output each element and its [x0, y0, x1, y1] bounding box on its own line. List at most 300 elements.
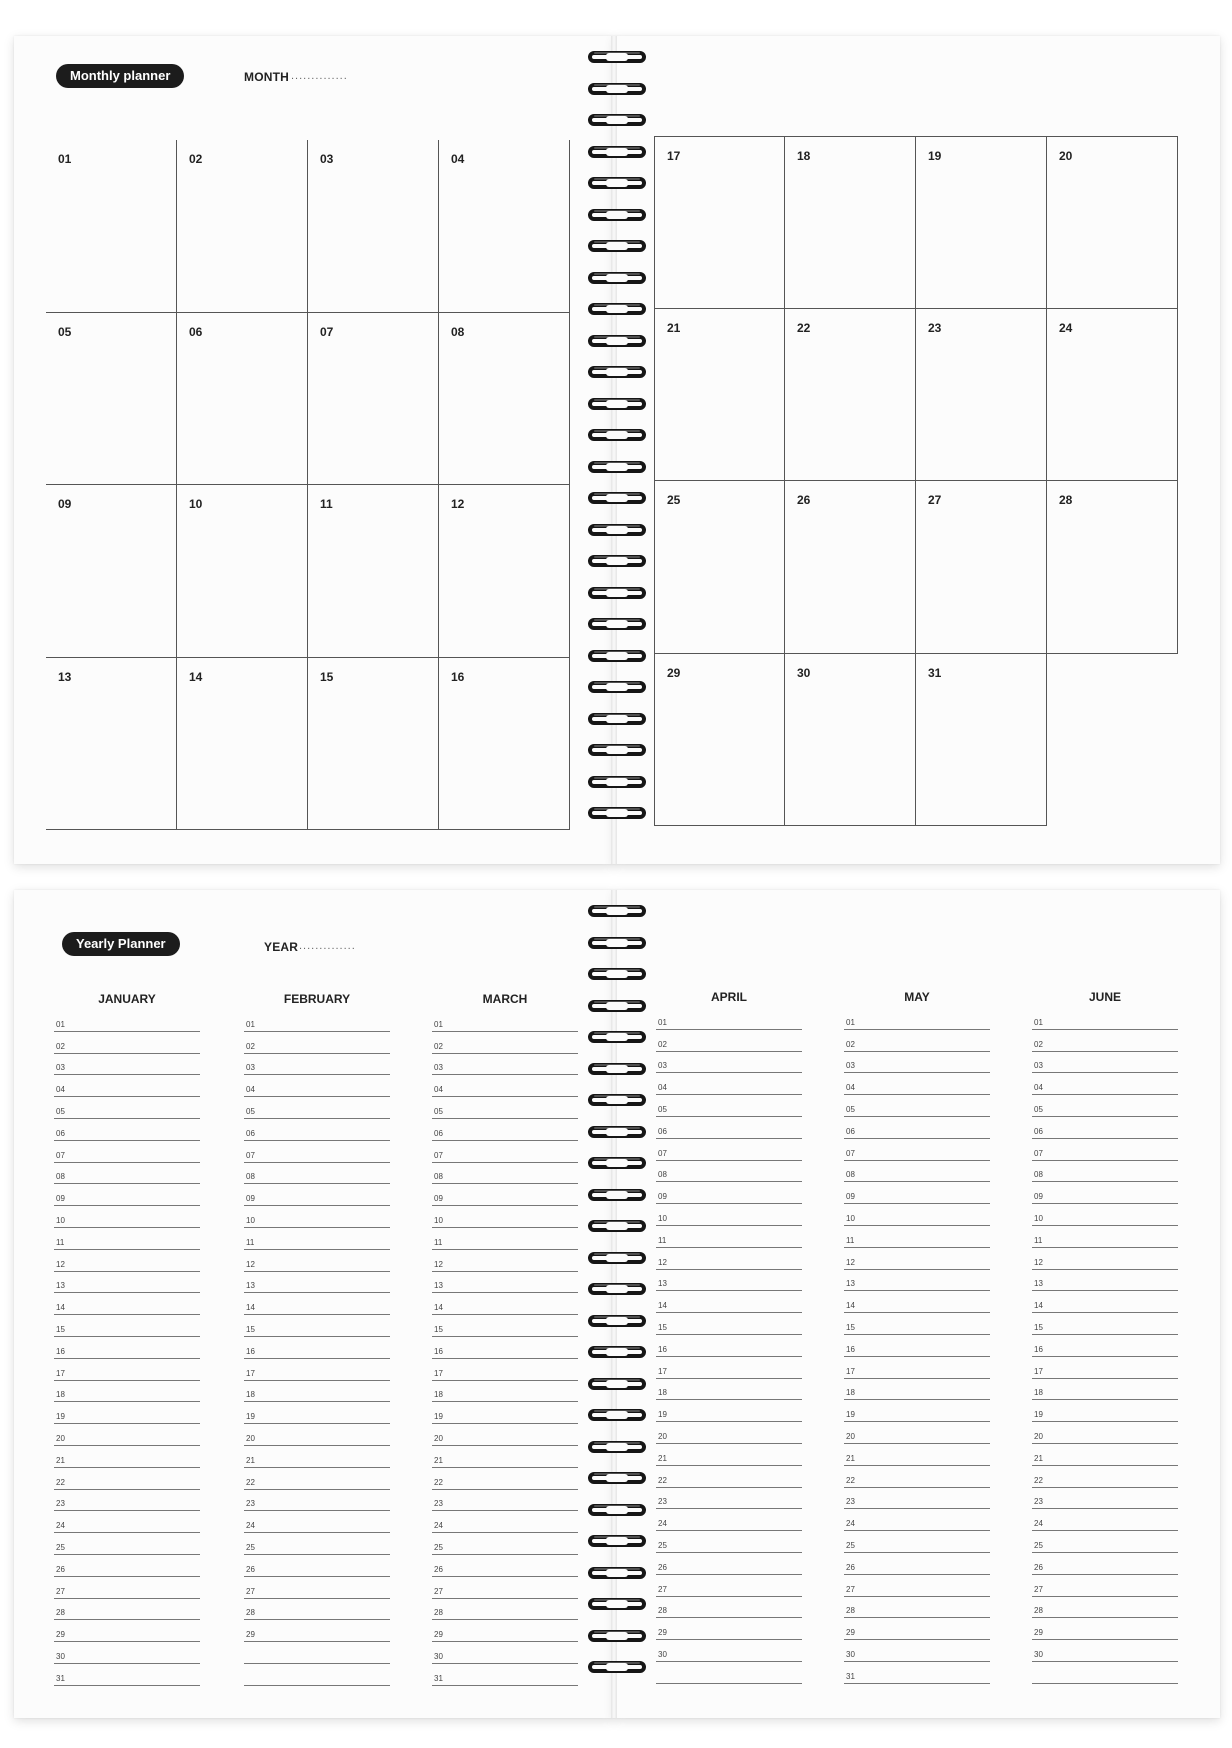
day-line[interactable]	[432, 1119, 578, 1141]
spiral-coil	[584, 1186, 650, 1204]
day-line[interactable]	[656, 1597, 802, 1619]
day-line[interactable]	[244, 1206, 390, 1228]
day-line-number: 30	[846, 1649, 855, 1659]
day-line-number: 19	[658, 1410, 667, 1420]
day-line[interactable]	[54, 1097, 200, 1119]
day-line[interactable]	[656, 1357, 802, 1379]
day-line[interactable]	[656, 1313, 802, 1335]
day-line[interactable]	[1032, 1139, 1178, 1161]
day-line[interactable]	[244, 1337, 390, 1359]
day-line[interactable]	[244, 1620, 390, 1642]
day-line-number: 12	[658, 1257, 667, 1267]
month-column-april	[656, 990, 802, 1710]
spiral-coil	[584, 741, 650, 759]
day-cell[interactable]	[177, 140, 308, 313]
spiral-coil	[584, 1343, 650, 1361]
day-line[interactable]	[844, 1052, 990, 1074]
day-cell[interactable]	[1047, 136, 1178, 309]
day-line[interactable]	[432, 1599, 578, 1621]
day-line[interactable]	[844, 1182, 990, 1204]
day-line[interactable]	[656, 1052, 802, 1074]
day-line[interactable]	[54, 1468, 200, 1490]
day-line[interactable]	[844, 1357, 990, 1379]
day-line[interactable]	[432, 1337, 578, 1359]
day-line[interactable]	[656, 1270, 802, 1292]
day-line[interactable]	[54, 1272, 200, 1294]
day-cell[interactable]	[916, 481, 1047, 654]
day-line-number: 17	[1034, 1366, 1043, 1376]
day-line[interactable]	[244, 1228, 390, 1250]
day-line[interactable]	[844, 1379, 990, 1401]
day-cell[interactable]	[177, 658, 308, 831]
day-line[interactable]	[844, 1575, 990, 1597]
day-line-number: 09	[1034, 1192, 1043, 1202]
day-line[interactable]	[432, 1468, 578, 1490]
day-line[interactable]	[244, 1293, 390, 1315]
day-line[interactable]	[844, 1073, 990, 1095]
day-line[interactable]	[244, 1490, 390, 1512]
day-line-number: 18	[658, 1388, 667, 1398]
day-line-number: 11	[434, 1237, 443, 1247]
day-line[interactable]	[244, 1424, 390, 1446]
day-line[interactable]	[54, 1620, 200, 1642]
day-cell[interactable]	[785, 309, 916, 482]
day-cell[interactable]	[46, 658, 177, 831]
day-line[interactable]	[54, 1119, 200, 1141]
day-line[interactable]	[844, 1531, 990, 1553]
day-line-number: 24	[1034, 1519, 1043, 1529]
day-line[interactable]	[432, 1315, 578, 1337]
day-line[interactable]	[54, 1381, 200, 1403]
day-line-number: 27	[434, 1586, 443, 1596]
day-line[interactable]	[656, 1466, 802, 1488]
day-line[interactable]	[432, 1577, 578, 1599]
day-cell[interactable]	[46, 140, 177, 313]
day-line[interactable]	[844, 1444, 990, 1466]
day-number: 06	[189, 324, 203, 339]
day-line[interactable]	[244, 1468, 390, 1490]
day-line-number: 07	[434, 1150, 443, 1160]
day-cell[interactable]	[916, 136, 1047, 309]
day-line[interactable]	[54, 1054, 200, 1076]
day-line[interactable]	[656, 1531, 802, 1553]
day-line[interactable]	[244, 1533, 390, 1555]
day-line-number: 09	[56, 1194, 65, 1204]
day-cell[interactable]	[177, 313, 308, 486]
day-line[interactable]	[244, 1141, 390, 1163]
day-line-number: 01	[658, 1017, 667, 1027]
day-line[interactable]	[1032, 1226, 1178, 1248]
day-line[interactable]	[432, 1424, 578, 1446]
day-line[interactable]	[432, 1141, 578, 1163]
day-line[interactable]	[432, 1402, 578, 1424]
day-line[interactable]	[54, 1228, 200, 1250]
day-number: 08	[451, 324, 465, 339]
day-line[interactable]	[656, 1662, 802, 1684]
day-line[interactable]	[656, 1575, 802, 1597]
spiral-coil	[584, 1312, 650, 1330]
day-line[interactable]	[54, 1075, 200, 1097]
day-line[interactable]	[432, 1511, 578, 1533]
day-line[interactable]	[844, 1640, 990, 1662]
day-line[interactable]	[1032, 1640, 1178, 1662]
day-line[interactable]	[244, 1555, 390, 1577]
day-line[interactable]	[432, 1381, 578, 1403]
day-cell[interactable]	[177, 485, 308, 658]
day-line[interactable]	[244, 1119, 390, 1141]
day-line[interactable]	[656, 1248, 802, 1270]
spiral-coil	[584, 300, 650, 318]
day-line-number: 08	[246, 1172, 255, 1182]
day-line[interactable]	[844, 1226, 990, 1248]
day-line[interactable]	[54, 1533, 200, 1555]
day-line[interactable]	[1032, 1662, 1178, 1684]
day-line[interactable]	[244, 1075, 390, 1097]
day-line[interactable]	[1032, 1030, 1178, 1052]
day-line[interactable]	[1032, 1553, 1178, 1575]
day-line[interactable]	[656, 1640, 802, 1662]
day-line-number: 12	[56, 1259, 65, 1269]
day-line-number: 08	[1034, 1170, 1043, 1180]
day-line[interactable]	[54, 1315, 200, 1337]
day-line-number: 17	[56, 1368, 65, 1378]
day-line[interactable]	[432, 1184, 578, 1206]
day-line[interactable]	[244, 1054, 390, 1076]
day-line[interactable]	[844, 1313, 990, 1335]
day-line[interactable]	[656, 1095, 802, 1117]
day-line-number: 27	[658, 1584, 667, 1594]
day-line[interactable]	[656, 1030, 802, 1052]
day-line[interactable]	[54, 1163, 200, 1185]
spiral-coil	[584, 1595, 650, 1613]
day-line[interactable]	[54, 1293, 200, 1315]
day-line[interactable]	[54, 1359, 200, 1381]
day-cell[interactable]	[1047, 481, 1178, 654]
day-line[interactable]	[1032, 1073, 1178, 1095]
day-line[interactable]	[54, 1010, 200, 1032]
day-line[interactable]	[244, 1402, 390, 1424]
day-line-number: 13	[658, 1279, 667, 1289]
day-line[interactable]	[432, 1250, 578, 1272]
day-number: 21	[667, 320, 681, 335]
day-line[interactable]	[656, 1226, 802, 1248]
day-line[interactable]	[656, 1182, 802, 1204]
day-line[interactable]	[1032, 1400, 1178, 1422]
day-line[interactable]	[244, 1511, 390, 1533]
day-line[interactable]	[1032, 1313, 1178, 1335]
day-line[interactable]	[844, 1466, 990, 1488]
day-line[interactable]	[54, 1032, 200, 1054]
day-line[interactable]	[844, 1291, 990, 1313]
day-line[interactable]	[432, 1228, 578, 1250]
day-line-number: 26	[246, 1564, 255, 1574]
day-line[interactable]	[432, 1163, 578, 1185]
day-line[interactable]	[54, 1555, 200, 1577]
day-cell[interactable]	[308, 485, 439, 658]
day-line[interactable]	[844, 1618, 990, 1640]
year-field[interactable]: ..............	[299, 940, 356, 952]
day-line[interactable]	[244, 1010, 390, 1032]
day-line[interactable]	[432, 1620, 578, 1642]
day-cell[interactable]	[654, 309, 785, 482]
day-line[interactable]	[244, 1381, 390, 1403]
day-line[interactable]	[656, 1117, 802, 1139]
day-cell[interactable]	[785, 136, 916, 309]
day-line-number: 22	[434, 1477, 443, 1487]
day-line[interactable]	[844, 1422, 990, 1444]
spiral-coil	[584, 1249, 650, 1267]
day-line[interactable]	[1032, 1248, 1178, 1270]
day-line[interactable]	[844, 1662, 990, 1684]
day-line[interactable]	[244, 1577, 390, 1599]
day-line[interactable]	[432, 1533, 578, 1555]
day-line-number: 22	[1034, 1475, 1043, 1485]
day-line[interactable]	[54, 1446, 200, 1468]
day-line[interactable]	[432, 1097, 578, 1119]
day-line-number: 25	[434, 1542, 443, 1552]
day-cell[interactable]	[785, 481, 916, 654]
day-line[interactable]	[656, 1291, 802, 1313]
day-line[interactable]	[54, 1577, 200, 1599]
day-line-number: 11	[658, 1235, 667, 1245]
day-line[interactable]	[1032, 1531, 1178, 1553]
day-line[interactable]	[656, 1422, 802, 1444]
day-line[interactable]	[844, 1553, 990, 1575]
day-line-number: 31	[434, 1673, 443, 1683]
day-cell[interactable]	[439, 313, 570, 486]
spiral-coil	[584, 111, 650, 129]
day-line[interactable]	[656, 1204, 802, 1226]
day-line[interactable]	[1032, 1618, 1178, 1640]
day-line-number: 21	[658, 1453, 667, 1463]
day-number: 18	[797, 149, 811, 163]
day-line[interactable]	[1032, 1509, 1178, 1531]
day-line[interactable]	[656, 1618, 802, 1640]
day-line[interactable]	[656, 1335, 802, 1357]
day-line[interactable]	[844, 1030, 990, 1052]
day-line-number: 18	[246, 1390, 255, 1400]
spiral-coil	[584, 206, 650, 224]
day-line[interactable]	[54, 1642, 200, 1664]
day-line[interactable]	[844, 1095, 990, 1117]
day-cell[interactable]	[439, 140, 570, 313]
day-line-number: 06	[434, 1128, 443, 1138]
day-line[interactable]	[844, 1248, 990, 1270]
day-line[interactable]	[844, 1488, 990, 1510]
day-line[interactable]	[244, 1097, 390, 1119]
day-line[interactable]	[844, 1509, 990, 1531]
day-line-number: 03	[56, 1063, 65, 1073]
day-line[interactable]	[844, 1270, 990, 1292]
day-cell[interactable]	[46, 485, 177, 658]
day-line[interactable]	[244, 1315, 390, 1337]
day-line[interactable]	[244, 1599, 390, 1621]
day-line[interactable]	[844, 1335, 990, 1357]
day-cell[interactable]	[654, 481, 785, 654]
day-number: 11	[320, 497, 333, 511]
day-cell[interactable]	[439, 658, 570, 831]
day-line[interactable]	[432, 1075, 578, 1097]
day-line-number: 25	[1034, 1540, 1043, 1550]
day-line[interactable]	[844, 1117, 990, 1139]
day-line-number: 24	[246, 1521, 255, 1531]
day-line[interactable]	[844, 1400, 990, 1422]
day-line[interactable]	[54, 1337, 200, 1359]
day-line-number: 20	[1034, 1431, 1043, 1441]
day-line[interactable]	[1032, 1597, 1178, 1619]
day-cell[interactable]	[308, 658, 439, 831]
day-line[interactable]	[1032, 1052, 1178, 1074]
day-line[interactable]	[244, 1032, 390, 1054]
day-line[interactable]	[432, 1490, 578, 1512]
day-line[interactable]	[432, 1054, 578, 1076]
day-line[interactable]	[1032, 1335, 1178, 1357]
day-line[interactable]	[54, 1250, 200, 1272]
day-line[interactable]	[244, 1163, 390, 1185]
day-cell[interactable]	[654, 654, 785, 827]
spiral-coil	[584, 363, 650, 381]
day-number: 30	[797, 665, 811, 680]
day-line-number: 20	[846, 1431, 855, 1441]
day-line-number: 04	[56, 1085, 65, 1095]
day-cell[interactable]	[46, 313, 177, 486]
spiral-coil	[584, 237, 650, 255]
day-line[interactable]	[844, 1597, 990, 1619]
spiral-coil	[584, 773, 650, 791]
day-line[interactable]	[54, 1184, 200, 1206]
day-line-number: 21	[1034, 1453, 1043, 1463]
day-line[interactable]	[656, 1509, 802, 1531]
day-line[interactable]	[54, 1424, 200, 1446]
day-line-number: 05	[1034, 1104, 1043, 1114]
day-line[interactable]	[1032, 1379, 1178, 1401]
day-line-number: 30	[1034, 1649, 1043, 1659]
day-line-number: 02	[846, 1039, 855, 1049]
day-line[interactable]	[1032, 1575, 1178, 1597]
day-cell[interactable]	[785, 654, 916, 827]
day-line[interactable]	[1032, 1357, 1178, 1379]
day-cell[interactable]	[916, 654, 1047, 827]
day-line[interactable]	[432, 1032, 578, 1054]
day-line[interactable]	[54, 1490, 200, 1512]
day-line[interactable]	[1032, 1270, 1178, 1292]
day-line[interactable]	[54, 1141, 200, 1163]
day-line[interactable]	[1032, 1182, 1178, 1204]
day-line[interactable]	[844, 1204, 990, 1226]
day-line[interactable]	[1032, 1291, 1178, 1313]
day-line-number: 04	[246, 1085, 255, 1095]
day-line-number: 06	[56, 1128, 65, 1138]
day-line[interactable]	[656, 1488, 802, 1510]
day-line[interactable]	[1032, 1444, 1178, 1466]
month-name: JANUARY	[98, 992, 156, 1006]
month-name: MARCH	[482, 992, 528, 1006]
day-line-number: 08	[846, 1170, 855, 1180]
day-cell[interactable]	[308, 140, 439, 313]
day-line[interactable]	[656, 1553, 802, 1575]
day-cell[interactable]	[654, 136, 785, 309]
month-field[interactable]: ..............	[291, 70, 348, 82]
day-line[interactable]	[844, 1008, 990, 1030]
day-number: 14	[189, 669, 203, 684]
day-cell[interactable]	[439, 485, 570, 658]
day-line[interactable]	[1032, 1161, 1178, 1183]
spiral-coil	[584, 269, 650, 287]
day-line[interactable]	[432, 1010, 578, 1032]
day-line-number: 11	[1034, 1235, 1043, 1245]
day-number: 25	[667, 493, 681, 507]
day-line[interactable]	[432, 1664, 578, 1686]
day-line[interactable]	[432, 1272, 578, 1294]
day-line[interactable]	[844, 1139, 990, 1161]
day-line[interactable]	[1032, 1095, 1178, 1117]
month-name: JUNE	[1088, 990, 1121, 1004]
day-line[interactable]	[54, 1599, 200, 1621]
day-line[interactable]	[244, 1642, 390, 1664]
day-number: 07	[320, 324, 334, 339]
spiral-coil	[584, 934, 650, 952]
day-line[interactable]	[244, 1272, 390, 1294]
day-line[interactable]	[432, 1293, 578, 1315]
day-line[interactable]	[432, 1555, 578, 1577]
day-line[interactable]	[244, 1664, 390, 1686]
day-line-number: 12	[1034, 1257, 1043, 1267]
day-line-number: 16	[246, 1346, 255, 1356]
day-line[interactable]	[54, 1402, 200, 1424]
day-line[interactable]	[656, 1073, 802, 1095]
day-line[interactable]	[656, 1161, 802, 1183]
day-line[interactable]	[244, 1446, 390, 1468]
month-name: FEBRUARY	[283, 992, 351, 1006]
day-line[interactable]	[656, 1008, 802, 1030]
day-line[interactable]	[244, 1250, 390, 1272]
month-column-january	[54, 992, 200, 1712]
day-line[interactable]	[1032, 1422, 1178, 1444]
day-cell[interactable]	[308, 313, 439, 486]
day-line[interactable]	[54, 1664, 200, 1686]
month-label: MONTH	[244, 70, 289, 84]
day-line[interactable]	[54, 1206, 200, 1228]
day-line[interactable]	[432, 1446, 578, 1468]
day-cell[interactable]	[916, 309, 1047, 482]
spiral-coil	[584, 965, 650, 983]
day-line[interactable]	[432, 1642, 578, 1664]
day-cell[interactable]	[1047, 309, 1178, 482]
day-line-number: 18	[846, 1388, 855, 1398]
day-line[interactable]	[656, 1444, 802, 1466]
spiral-coil	[584, 1438, 650, 1456]
day-line[interactable]	[54, 1511, 200, 1533]
day-line[interactable]	[1032, 1204, 1178, 1226]
day-line[interactable]	[656, 1139, 802, 1161]
day-line[interactable]	[432, 1206, 578, 1228]
day-line[interactable]	[1032, 1008, 1178, 1030]
day-line[interactable]	[1032, 1488, 1178, 1510]
day-line[interactable]	[656, 1379, 802, 1401]
day-line-number: 15	[56, 1324, 65, 1334]
day-line[interactable]	[656, 1400, 802, 1422]
day-line[interactable]	[244, 1184, 390, 1206]
spiral-coil	[584, 143, 650, 161]
day-line[interactable]	[244, 1359, 390, 1381]
day-line[interactable]	[844, 1161, 990, 1183]
day-line-number: 09	[246, 1194, 255, 1204]
day-line[interactable]	[432, 1359, 578, 1381]
day-line-number: 29	[1034, 1628, 1043, 1638]
day-line[interactable]	[1032, 1117, 1178, 1139]
day-number: 15	[320, 669, 334, 684]
day-line[interactable]	[1032, 1466, 1178, 1488]
